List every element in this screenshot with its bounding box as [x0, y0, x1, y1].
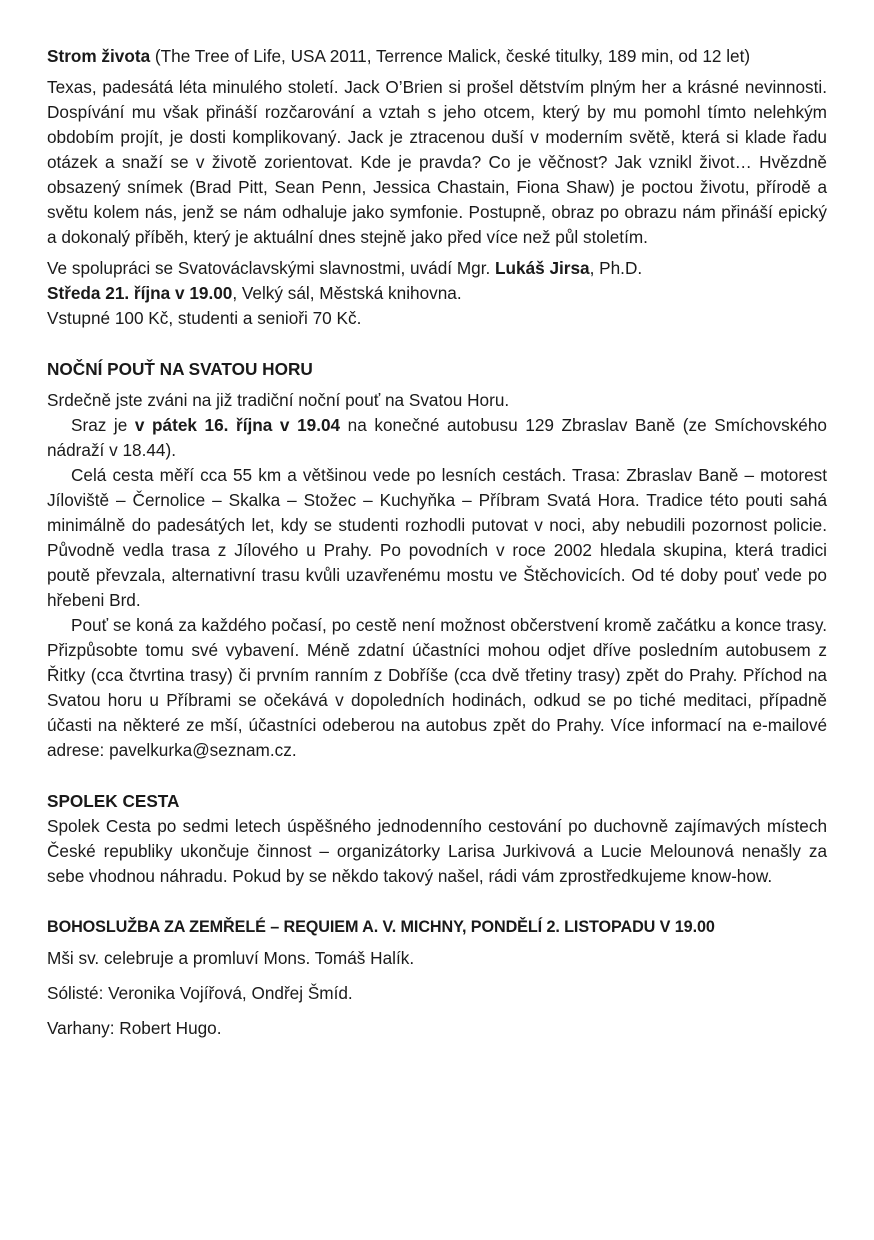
- requiem-soloists: Sólisté: Veronika Vojířová, Ondřej Šmíd.: [47, 983, 353, 1003]
- film-description: Texas, padesátá léta minulého století. Jack O’Brien si prošel dětstvím plným her a krásné nevinnosti. Dospívání mu však přináší rozčarování a vztah s jeho otcem, který by mu pomohl tímto nelehkým obdobím projít, je dosti komplikovaný. Jack je ztracenou duší v moderním světě, která si klade řadu otázek a snaží se v životě zorientovat. Kde je pravda? Co je věčnost? Jak vznikl život… Hvězdně obsazený snímek (Brad Pitt, Sean Penn, Jessica Chastain, Fiona Shaw) je poctou životu, přírodě a světu kolem nás, jenž se nám odhaluje jako symfonie. Postupně, obraz po obrazu nám přináší epický a dokonalý příběh, který je aktuální dnes stejně jako před více než půl stoletím.: [47, 77, 827, 247]
- requiem-heading: BOHOSLUŽBA ZA ZEMŘELÉ – REQUIEM A. V. MICHNY, PONDĚLÍ 2. LISTOPADU V 19.00: [47, 918, 715, 936]
- pilgrimage-conditions: Pouť se koná za každého počasí, po cestě není možnost občerstvení kromě začátku a konce trasy. Přizpůsobte tomu své vybavení. Méně zdatní účastníci mohou odjet dříve posledním autobusem z Řitky (cca čtvrtina trasy) či prvním ranním z Dobříše (cca dvě třetiny trasy) zpět do Prahy. Příchod na Svatou horu u Příbrami se očekává v dopoledních hodinách, odkud se po tiché meditaci, případně účasti na některé ze mší, účastníci odeberou na autobus zpět do Prahy. Více informací na e-mailové adrese: pavelkurka@seznam.cz.: [47, 615, 827, 760]
- pilgrimage-meet-bold: v pátek 16. října v 19.04: [134, 415, 341, 435]
- film-title-line: [47, 44, 827, 69]
- film-presenter-suffix: , Ph.D.: [589, 258, 643, 278]
- pilgrimage-route: Celá cesta měří cca 55 km a většinou vede po lesních cestách. Trasa: Zbraslav Baně – motorest Jíloviště – Černolice – Skalka – Stožec – Kuchyňka – Příbram Svatá Hora. Tradice této pouti sahá minimálně do padesátých let, kdy se studenti rozhodli putovat v noci, aby nebudili pozornost policie. Původně vedla trasa z Jílového u Prahy. Po povodních v roce 2002 hledala skupina, která tradici poutě převzala, alternativní trasu kvůli uzavřenému mostu ve Štěchovicích. Od té doby pouť vede po hřebeni Brd.: [47, 465, 827, 610]
- film-cooperation: [47, 256, 827, 281]
- spolek-section: [47, 789, 827, 889]
- pilgrimage-meet-suffix: na konečné autobusu 129 Zbraslav Baně (ze Smíchovského nádraží v 18.44).: [47, 415, 827, 460]
- requiem-organ: Varhany: Robert Hugo.: [47, 1018, 222, 1038]
- spolek-text: Spolek Cesta po sedmi letech úspěšného jednodenního cestování po duchovně zajímavých místech České republiky ukončuje činnost – organizátorky Larisa Jurkivová a Lucie Melounová nenašly za sebe vhodnou náhradu. Pokud by se někdo takový našel, rádi vám zprostředkujeme know-how.: [47, 816, 827, 886]
- pilgrimage-meet: [47, 413, 827, 463]
- pilgrimage-heading: NOČNÍ POUŤ NA SVATOU HORU: [47, 359, 313, 379]
- film-details: (The Tree of Life, USA 2011, Terrence Malick, české titulky, 189 min, od 12 let): [150, 46, 751, 66]
- film-venue: , Velký sál, Městská knihovna.: [232, 283, 462, 303]
- film-presenter: Lukáš Jirsa: [495, 258, 590, 278]
- film-cooperation-prefix: Ve spolupráci se Svatováclavskými slavnostmi, uvádí Mgr.: [47, 258, 496, 278]
- document-page: [47, 44, 827, 1041]
- requiem-section: [47, 915, 827, 1041]
- pilgrimage-intro: Srdečně jste zváni na již tradiční noční pouť na Svatou Horu.: [47, 390, 510, 410]
- spolek-heading: SPOLEK CESTA: [47, 791, 180, 811]
- film-title: Strom života: [47, 46, 151, 66]
- pilgrimage-section: [47, 357, 827, 763]
- pilgrimage-meet-prefix: Sraz je: [71, 415, 135, 435]
- film-date: [47, 281, 827, 306]
- requiem-celebrant: Mši sv. celebruje a promluví Mons. Tomáš Halík.: [47, 948, 415, 968]
- film-date-bold: Středa 21. října v 19.00: [47, 283, 233, 303]
- film-admission: Vstupné 100 Kč, studenti a senioři 70 Kč.: [47, 308, 362, 328]
